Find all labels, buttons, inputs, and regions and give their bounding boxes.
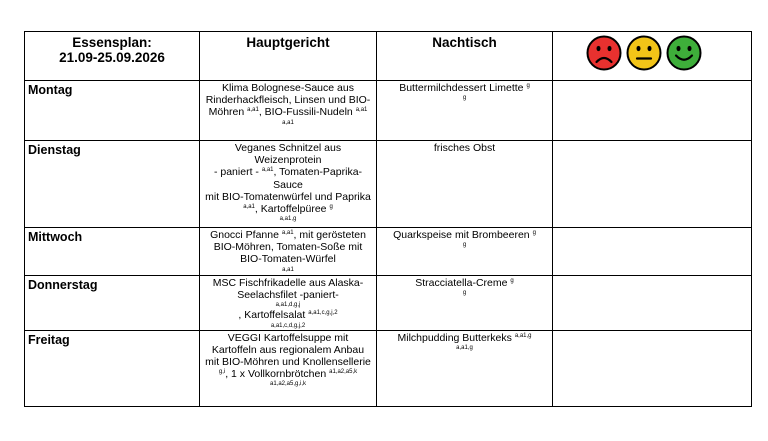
menu-table bbox=[24, 31, 752, 407]
allergen-code: a1,a2,a5,k bbox=[329, 369, 358, 376]
dish-text-run: , BIO-Fussili-Nudeln bbox=[258, 106, 356, 119]
day-name: Mittwoch bbox=[28, 230, 83, 244]
day-name: Freitag bbox=[28, 332, 70, 347]
plan-date-range: 21.09-25.09.2026 bbox=[59, 50, 165, 65]
allergen-code: a,a1 bbox=[355, 107, 368, 114]
rating-cell bbox=[553, 81, 752, 141]
dish-text-run: , mit gerösteten BIO-Möhren, Tomaten-Soße mit BIO-Tomaten-Würfel bbox=[213, 229, 366, 266]
allergen-code: a,a1 bbox=[247, 107, 259, 114]
day-cell bbox=[25, 81, 200, 141]
day-row-donnerstag bbox=[25, 276, 752, 331]
main-course-text bbox=[200, 81, 376, 127]
day-name: Dienstag bbox=[28, 143, 81, 157]
dessert-text bbox=[377, 228, 552, 249]
allergen-code: g,i bbox=[218, 369, 226, 376]
day-cell bbox=[25, 228, 200, 276]
main-course-cell bbox=[200, 81, 377, 141]
main-course-cell bbox=[200, 141, 377, 228]
allergen-tag: g bbox=[462, 95, 467, 102]
dessert-cell bbox=[377, 228, 553, 276]
dish-text-run: frisches Obst bbox=[433, 142, 496, 154]
rating-smileys bbox=[553, 32, 751, 71]
rating-header-cell bbox=[553, 32, 752, 81]
dish-text-run: , Tomaten-Paprika-Sauce bbox=[273, 166, 363, 191]
day-row-montag bbox=[25, 81, 752, 141]
dessert-text bbox=[377, 276, 552, 297]
allergen-code: a,a1,c,g,j,2 bbox=[308, 310, 338, 317]
allergen-tag: g bbox=[462, 242, 467, 249]
allergen-code: a,a1 bbox=[261, 167, 274, 174]
allergen-tag: a,a1,d,g,j bbox=[275, 302, 301, 309]
allergen-tag: a,a1 bbox=[282, 266, 294, 273]
dish-text-run: Stracciatella-Creme bbox=[415, 277, 511, 289]
day-name: Donnerstag bbox=[28, 278, 98, 292]
plan-title: Essensplan: bbox=[72, 35, 152, 50]
dish-text-run: , Kartoffelsalat bbox=[238, 309, 309, 322]
dish-text-run: MSC Fischfrikadelle aus Alaska-Seelachsfilet -paniert- bbox=[212, 277, 364, 302]
allergen-code: g bbox=[526, 83, 530, 89]
main-course-header-cell bbox=[200, 32, 377, 81]
allergen-tag: a,a1,g bbox=[279, 216, 297, 223]
day-row-dienstag bbox=[25, 141, 752, 228]
dessert-cell bbox=[377, 276, 553, 331]
main-course-text bbox=[200, 276, 376, 330]
main-course-text bbox=[200, 141, 376, 223]
dessert-cell bbox=[377, 141, 553, 228]
dish-text-run: VEGGI Kartoffelsuppe mit Kartoffeln aus regionalem Anbau mit BIO-Möhren und Knollensellerie bbox=[205, 331, 371, 369]
main-course-text bbox=[200, 331, 376, 389]
main-course-cell bbox=[200, 276, 377, 331]
header-row bbox=[25, 32, 752, 81]
day-row-mittwoch bbox=[25, 228, 752, 276]
allergen-code: g bbox=[329, 204, 333, 211]
main-course-cell bbox=[200, 330, 377, 406]
rating-cell bbox=[553, 330, 752, 406]
rating-cell bbox=[553, 276, 752, 331]
rating-cell bbox=[553, 228, 752, 276]
neutral-face-icon bbox=[626, 35, 662, 71]
allergen-tag: a,a1,c,d,g,j,2 bbox=[270, 322, 306, 329]
main-course-cell bbox=[200, 228, 377, 276]
dessert-text bbox=[377, 331, 552, 352]
dish-text-run: - paniert - bbox=[213, 166, 262, 179]
dessert-header-cell bbox=[377, 32, 553, 81]
dessert-cell bbox=[377, 81, 553, 141]
dessert-text bbox=[377, 141, 552, 154]
plan-title-cell bbox=[25, 32, 200, 81]
main-course-text bbox=[200, 228, 376, 274]
allergen-code: a,a1 bbox=[281, 230, 294, 236]
allergen-code: a,a1,g bbox=[514, 332, 532, 339]
allergen-tag: a,a1,g bbox=[456, 344, 473, 351]
allergen-code: a,a1 bbox=[243, 204, 255, 211]
allergen-tag: a1,a2,a5,g,i,k bbox=[269, 381, 307, 388]
dish-text-run: , 1 x Vollkornbrötchen bbox=[225, 368, 330, 381]
dish-text-run: mit BIO-Tomatenwürfel und Paprika bbox=[205, 190, 371, 203]
dish-text-run: Milchpudding Butterkeks bbox=[397, 331, 515, 344]
day-cell bbox=[25, 330, 200, 406]
dish-text-run: , Kartoffelpüree bbox=[254, 203, 330, 216]
day-name: Montag bbox=[28, 83, 73, 97]
allergen-code: g bbox=[532, 230, 536, 236]
day-cell bbox=[25, 141, 200, 228]
sad-face-icon bbox=[586, 35, 622, 71]
dessert-header: Nachtisch bbox=[432, 35, 497, 50]
dish-text-run: Buttermilchdessert Limette bbox=[399, 82, 527, 94]
day-cell bbox=[25, 276, 200, 331]
allergen-code: g bbox=[510, 278, 514, 284]
allergen-tag: g bbox=[462, 290, 467, 297]
main-course-header: Hauptgericht bbox=[246, 35, 330, 50]
dish-text-run: Klima Bolognese-Sauce aus Rinderhackfleisch, Linsen und BIO-Möhren bbox=[205, 82, 371, 119]
dish-text-run: Quarkspeise mit Brombeeren bbox=[393, 229, 533, 241]
dessert-text bbox=[377, 81, 552, 102]
dish-text-run: Veganes Schnitzel aus Weizenprotein bbox=[234, 142, 342, 167]
rating-cell bbox=[553, 141, 752, 228]
dessert-cell bbox=[377, 330, 553, 406]
allergen-tag: a,a1 bbox=[282, 119, 294, 126]
dish-text-run: Gnocci Pfanne bbox=[210, 229, 282, 241]
happy-face-icon bbox=[666, 35, 702, 71]
day-row-freitag bbox=[25, 330, 752, 406]
